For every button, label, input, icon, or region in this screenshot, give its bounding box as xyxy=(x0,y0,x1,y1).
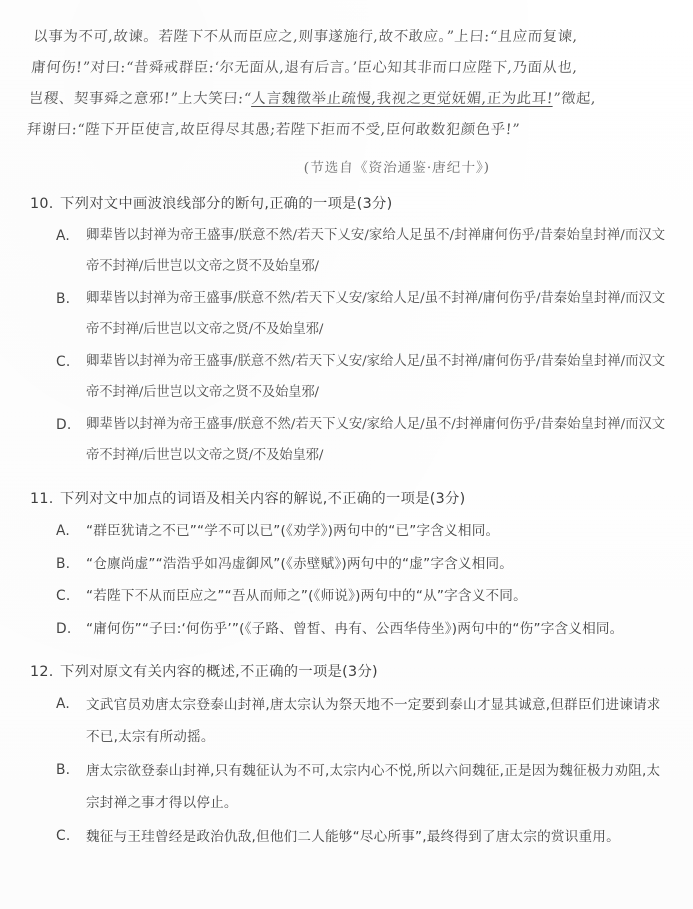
option-d[interactable] xyxy=(30,614,669,645)
option-letter: D. xyxy=(56,417,72,433)
passage-line-1: 以事为不可,故谏。若陛下不从而臣应之,则事遂施行,故不敢应。”上曰:“且应而复谏, xyxy=(32,29,579,45)
option-letter: B. xyxy=(56,555,71,572)
option-letter: A. xyxy=(56,523,70,539)
question-block-12 xyxy=(30,661,669,853)
option-text: 卿辈皆以封禅为帝王盛事/朕意不然/若天下乂安/家给人足虽不/封禅庸何伤乎/昔秦始皇封禅/而汉文帝不封禅/后世岂以文帝之贤不及始皇邪/ xyxy=(86,228,665,274)
option-text: 文武官员劝唐太宗登泰山封禅,唐太宗认为祭天地不一定要到泰山才显其诚意,但群臣们进谏请求不已,太宗有所动摇。 xyxy=(86,697,661,745)
option-text: “庸何伤”“子曰:‘何伤乎’”(《子路、曾皙、冉有、公西华侍坐》)两句中的“伤”字含义相同。 xyxy=(86,620,624,637)
classical-passage xyxy=(26,22,674,146)
question-block-10 xyxy=(30,193,669,471)
option-letter: B. xyxy=(56,291,71,307)
question-stem xyxy=(30,661,669,683)
option-c[interactable] xyxy=(30,581,669,612)
option-text: “群臣犹请之不已”“学不可以已”(《劝学》)两句中的“已”字含义相同。 xyxy=(86,523,500,539)
question-text: 下列对文中加点的词语及相关内容的解说,不正确的一项是(3分) xyxy=(60,491,466,507)
option-text: 卿辈皆以封禅为帝王盛事/朕意不然/若天下乂安/家给人足/虽不封禅/庸何伤乎/昔秦始皇封禅/而汉文帝不封禅/后世岂以文帝之贤不及始皇邪/ xyxy=(86,354,665,400)
option-text: 卿辈皆以封禅为帝王盛事/朕意不然/若天下乂安/家给人足/虽不/封禅庸何伤乎/昔秦始皇封禅/而汉文帝不封禅/后世岂以文帝之贤/不及始皇邪/ xyxy=(86,417,665,463)
option-letter: A. xyxy=(56,228,70,244)
passage-line-3 xyxy=(28,84,669,115)
option-a[interactable] xyxy=(30,689,669,753)
question-text: 下列对原文有关内容的概述,不正确的一项是(3分) xyxy=(60,664,378,680)
passage-line-3-head: 岂稷、契事舜之意邪!”上大笑曰:“ xyxy=(28,91,253,107)
option-letter: B. xyxy=(56,762,71,778)
question-number: 12. xyxy=(30,664,54,680)
option-a[interactable] xyxy=(30,516,669,547)
option-list xyxy=(30,689,669,853)
option-a[interactable] xyxy=(30,221,669,282)
option-letter: C. xyxy=(56,354,71,370)
passage-line-4: 拜谢曰:“陛下开臣使言,故臣得尽其愚;若陛下拒而不受,臣何敢数犯颜色乎!” xyxy=(26,122,521,138)
option-text: 卿辈皆以封禅为帝王盛事/朕意不然/若天下乂安/家给人足/虽不封禅/庸何伤乎/昔秦始皇封禅/而汉文帝不封禅/后世岂以文帝之贤/不及始皇邪/ xyxy=(86,291,665,337)
passage-line-3-tail: ”徵起, xyxy=(552,91,597,107)
passage-source: (节选自《资治通鉴·唐纪十》) xyxy=(303,160,491,176)
option-letter: A. xyxy=(56,696,70,712)
option-text: 魏征与王珪曾经是政治仇敌,但他们二人能够“尽心所事”,最终得到了唐太宗的赏识重用。 xyxy=(86,829,620,845)
option-c[interactable] xyxy=(30,347,669,408)
question-block-11 xyxy=(30,488,669,644)
option-b[interactable] xyxy=(30,284,669,345)
option-letter: D. xyxy=(56,620,72,637)
option-text: 唐太宗欲登泰山封禅,只有魏征认为不可,太宗内心不悦,所以六问魏征,正是因为魏征极力劝阻,太宗封禅之事才得以停止。 xyxy=(86,763,661,811)
question-stem xyxy=(30,488,669,510)
questions-container xyxy=(30,193,669,853)
option-b[interactable] xyxy=(30,755,669,819)
option-b[interactable] xyxy=(30,549,669,580)
option-text: “仓廪尚虚”“浩浩乎如冯虚御风”(《赤壁赋》)两句中的“虚”字含义相同。 xyxy=(86,555,514,572)
option-list xyxy=(30,221,669,471)
question-number: 10. xyxy=(30,196,54,212)
option-letter: C. xyxy=(56,588,71,604)
question-text: 下列对文中画波浪线部分的断句,正确的一项是(3分) xyxy=(60,196,393,212)
passage-underlined-quote: 人言魏徵举止疏慢,我视之更觉妩媚,正为此耳! xyxy=(251,91,554,107)
option-letter: C. xyxy=(56,828,71,844)
question-number: 11. xyxy=(30,491,54,507)
option-d[interactable] xyxy=(30,410,669,471)
option-list xyxy=(30,516,669,644)
option-text: “若陛下不从而臣应之”“吾从而师之”(《师说》)两句中的“从”字含义不同。 xyxy=(86,588,527,604)
question-stem xyxy=(30,193,669,215)
passage-line-2: 庸何伤!”对曰:“昔舜戒群臣:‘尔无面从,退有后言。’臣心知其非而口应陛下,乃面从也, xyxy=(30,60,579,76)
option-c[interactable] xyxy=(30,821,669,853)
